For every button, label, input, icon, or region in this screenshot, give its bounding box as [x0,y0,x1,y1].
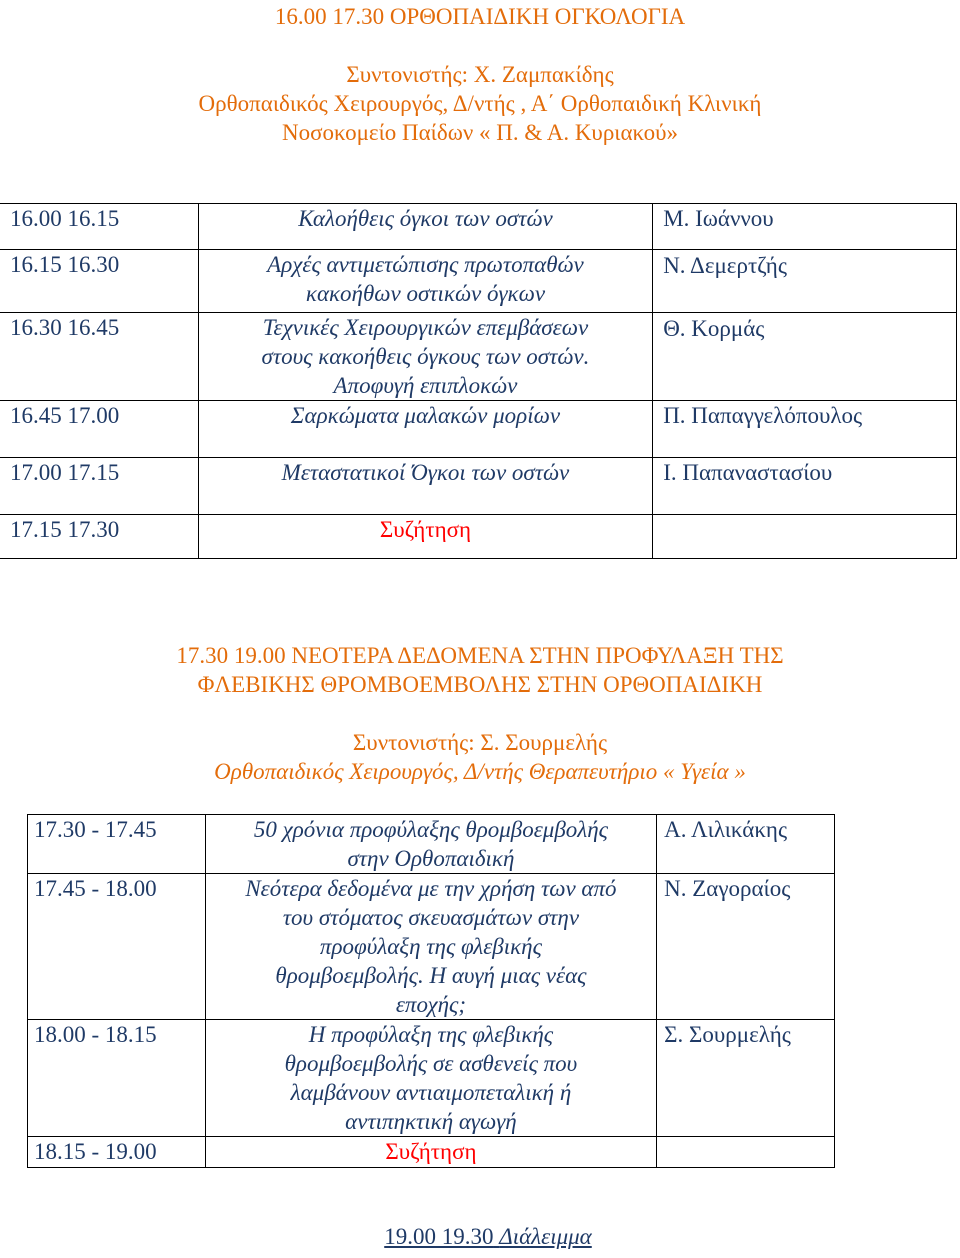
speaker-cell [653,515,957,559]
topic-cell: Αρχές αντιμετώπισης πρωτοπαθών κακοήθων οστικών όγκων [198,250,652,313]
speaker-cell: Π. Παπαγγελόπουλος [653,401,957,458]
time-cell: 17.30 - 17.45 [28,815,206,874]
break-time: 19.00 19.30 [384,1224,494,1249]
time-cell: 17.00 17.15 [0,458,198,515]
session2-schedule-table [27,814,835,1168]
topic-cell: 50 χρόνια προφύλαξης θρομβοεμβολής στην Ορθοπαιδική [205,815,656,874]
break-line [0,1222,960,1251]
session2-title-2: ΦΛΕΒΙΚΗΣ ΘΡΟΜΒΟΕΜΒΟΛΗΣ ΣΤΗΝ ΟΡΘΟΠΑΙΔΙΚΗ [197,672,763,697]
table-row [28,1137,835,1168]
table-row [28,874,835,1020]
topic-cell: Μεταστατικοί Όγκοι των οστών [198,458,652,515]
table-row [0,313,957,401]
topic-cell [205,1137,656,1168]
topic-cell: Τεχνικές Χειρουργικών επεμβάσεων στους κακοήθεις όγκους των οστών. Αποφυγή επιπλοκών [198,313,652,401]
speaker-cell: Σ. Σουρμελής [657,1020,835,1137]
session1-affiliation-2: Νοσοκομείο Παίδων « Π. & Α. Κυριακού» [281,120,679,145]
speaker-cell: Μ. Ιωάννου [653,204,957,250]
time-cell: 16.45 17.00 [0,401,198,458]
break-label: Διάλειμμα [499,1224,592,1249]
table-row [0,458,957,515]
speaker-cell: Ν. Ζαγοραίος [657,874,835,1020]
table-row [28,1020,835,1137]
table-row [28,815,835,874]
speaker-cell [657,1137,835,1168]
topic-cell: Καλοήθεις όγκοι των οστών [198,204,652,250]
speaker-cell: Θ. Κορμάς [653,313,957,401]
speaker-cell: Ι. Παπαναστασίου [653,458,957,515]
session1-title: 16.00 17.30 ΟΡΘΟΠΑΙΔΙΚΗ ΟΓΚΟΛΟΓΙΑ [274,4,686,29]
session2-title-1: 17.30 19.00 ΝΕΟΤΕΡΑ ΔΕΔΟΜΕΝΑ ΣΤΗΝ ΠΡΟΦΥΛΑΞΗ ΤΗΣ [176,643,784,668]
table-row [0,515,957,559]
session2-coordinator: Συντονιστής: Σ. Σουρμελής [352,730,608,755]
table-row [0,204,957,250]
session1-schedule-table [0,203,957,559]
topic-cell: Η προφύλαξη της φλεβικής θρομβοεμβολής σε ασθενείς που λαμβάνουν αντιαιμοπεταλική ή αντιπηκτική αγωγή [205,1020,656,1137]
topic-cell [198,515,652,559]
time-cell: 17.15 17.30 [0,515,198,559]
time-cell: 17.45 - 18.00 [28,874,206,1020]
table-row [0,250,957,313]
speaker-cell: Α. Λιλικάκης [657,815,835,874]
session2-affiliation: Ορθοπαιδικός Χειρουργός, Δ/ντής Θεραπευτήριο « Υγεία » [214,759,746,784]
time-cell: 16.15 16.30 [0,250,198,313]
discussion-label: Συζήτηση [385,1139,477,1164]
time-cell: 16.30 16.45 [0,313,198,401]
topic-cell: Σαρκώματα μαλακών μορίων [198,401,652,458]
time-cell: 18.00 - 18.15 [28,1020,206,1137]
table-row [0,401,957,458]
speaker-cell: Ν. Δεμερτζής [653,250,957,313]
time-cell: 16.00 16.15 [0,204,198,250]
topic-cell: Νεότερα δεδομένα με την χρήση των από του στόματος σκευασμάτων στην προφύλαξη της φλεβικής θρομβοεμβολής. Η αυγή μιας νέας εποχής; [205,874,656,1020]
session1-affiliation-1: Ορθοπαιδικός Χειρουργός, Δ/ντής , Α΄ Ορθοπαιδική Κλινική [198,91,762,116]
discussion-label: Συζήτηση [379,517,472,542]
session1-coordinator: Συντονιστής: Χ. Ζαμπακίδης [346,62,614,87]
time-cell: 18.15 - 19.00 [28,1137,206,1168]
